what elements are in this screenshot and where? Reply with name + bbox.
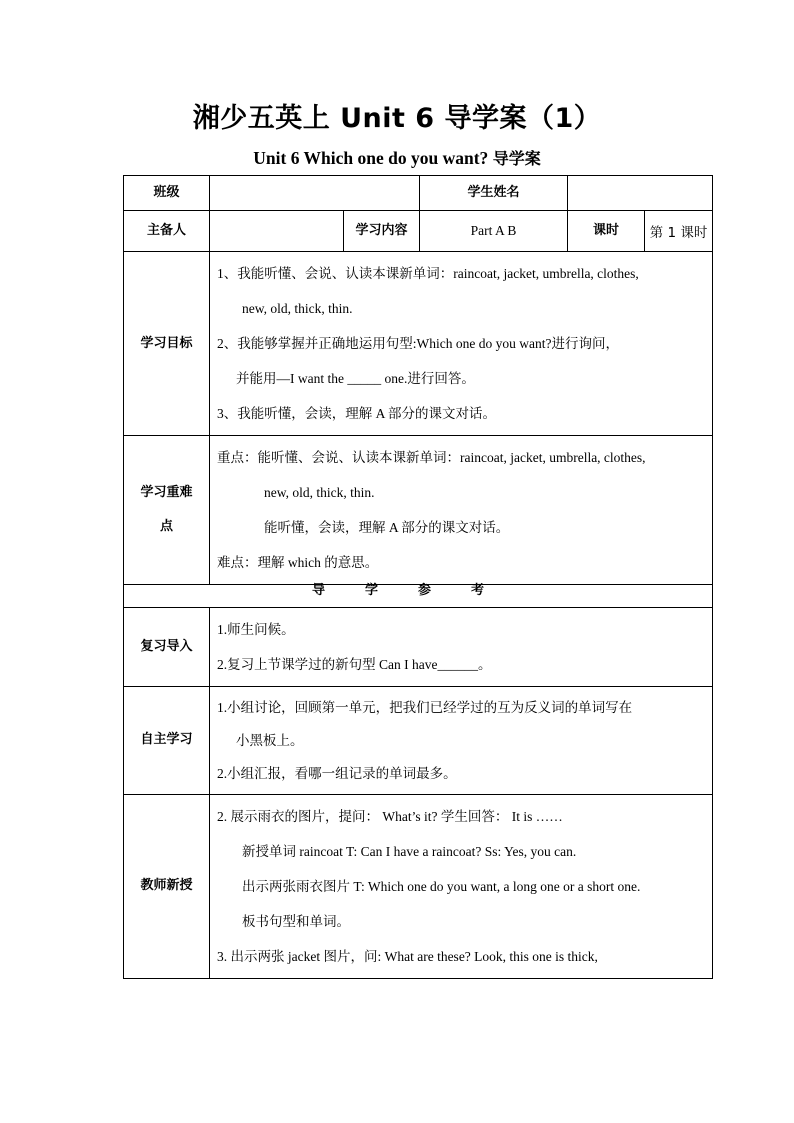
teaching-line: 板书句型和单词。: [242, 913, 350, 929]
keypoint-line: 重点：能听懂、会说、认读本课新单词：raincoat, jacket, umbrella, clothes,: [217, 450, 646, 465]
goal-line: 2、我能够掌握并正确地运用句型:Which one do you want?进行询问，: [217, 336, 619, 351]
content-value: Part A B: [420, 211, 568, 252]
goal-line: 3、我能听懂，会读，理解 A 部分的课文对话。: [217, 406, 497, 421]
review-line: 2.复习上节课学过的新句型 Can I have______。: [217, 656, 492, 672]
review-line: 1.师生问候。: [217, 621, 295, 637]
content-label: 学习内容: [344, 211, 420, 252]
goal-line: 1、我能听懂、会说、认读本课新单词：raincoat, jacket, umbrella, clothes,: [217, 266, 639, 281]
student-name-label: 学生姓名: [420, 176, 568, 211]
keypoints-content: [210, 436, 713, 585]
student-name-value: [568, 176, 713, 211]
keypoint-line: new, old, thick, thin.: [264, 485, 375, 500]
teaching-label: 教师新授: [124, 794, 210, 978]
goal-line: new, old, thick, thin.: [242, 301, 353, 316]
goals-content: [210, 252, 713, 436]
keypoints-label: [124, 436, 210, 585]
keypoint-line: 能听懂，会读，理解 A 部分的课文对话。: [264, 520, 510, 535]
guide-header: 导学参考: [124, 575, 713, 607]
lesson-info-table: [123, 175, 713, 585]
teaching-line: 新授单词 raincoat T: Can I have a raincoat? Ss: Yes, you can.: [242, 843, 577, 859]
teaching-line: 2. 展示雨衣的图片，提问： What’s it? 学生回答： It is ……: [217, 808, 563, 824]
self-study-line: 小黑板上。: [236, 732, 304, 748]
subtitle-chinese: 导学案: [492, 149, 541, 168]
subtitle-english: Unit 6 Which one do you want?: [253, 148, 489, 168]
class-value: [210, 176, 420, 211]
keypoints-label-line: 点: [159, 519, 173, 534]
page-subtitle: [0, 146, 794, 169]
goals-label: 学习目标: [124, 252, 210, 436]
self-study-label: 自主学习: [124, 686, 210, 794]
guide-table: [123, 575, 713, 979]
keypoint-line: 难点：理解 which 的意思。: [217, 555, 379, 570]
keypoints-label-line: 学习重难: [140, 485, 193, 500]
teaching-content: [210, 794, 713, 978]
goal-line: 并能用—I want the _____ one.进行回答。: [236, 371, 475, 386]
teaching-line: 出示两张雨衣图片 T: Which one do you want, a long one or a short one.: [242, 878, 641, 894]
class-label: 班级: [124, 176, 210, 211]
preparer-value: [210, 211, 344, 252]
review-label: 复习导入: [124, 607, 210, 686]
self-study-content: [210, 686, 713, 794]
review-content: [210, 607, 713, 686]
page-title: 湘少五英上 Unit 6 导学案（1）: [192, 103, 602, 134]
teaching-line: 3. 出示两张 jacket 图片，问: What are these? Look, this one is thick,: [217, 948, 598, 964]
period-label: 课时: [568, 211, 645, 252]
preparer-label: 主备人: [124, 211, 210, 252]
period-value: 第 1 课时: [645, 211, 713, 252]
self-study-line: 1.小组讨论，回顾第一单元，把我们已经学过的互为反义词的单词写在: [217, 699, 633, 715]
self-study-line: 2.小组汇报，看哪一组记录的单词最多。: [217, 765, 457, 781]
